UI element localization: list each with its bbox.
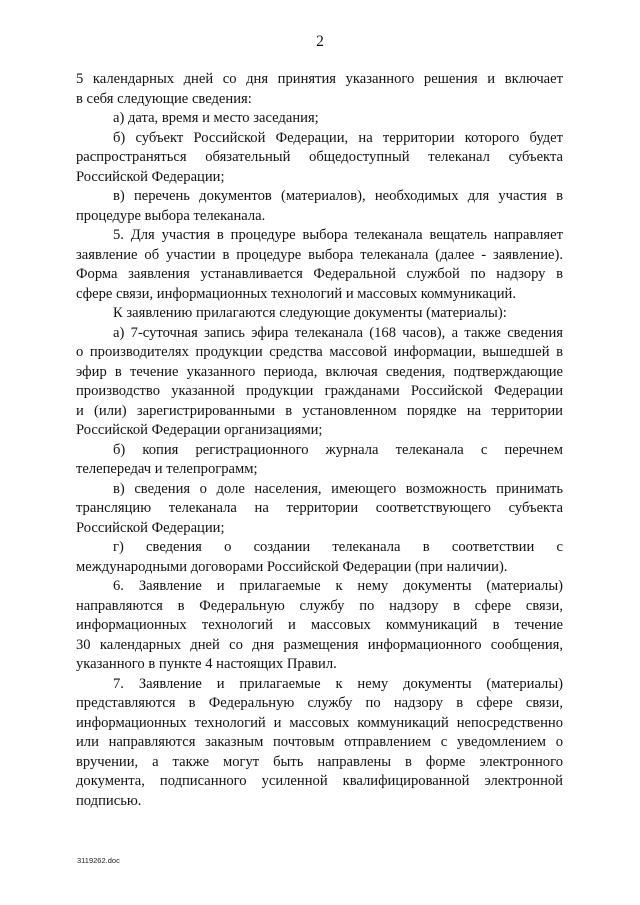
text-line: г) сведения о создании телеканала в соответствии с xyxy=(113,539,563,555)
text-line: производство указанной продукции гражданами Российской Федерации xyxy=(76,383,563,399)
paragraph-attachment-a xyxy=(76,324,563,441)
paragraph-7 xyxy=(76,675,563,812)
text-line: представляются в Федеральную службу по надзору в сфере связи, xyxy=(76,695,563,711)
text-line: документа, подписанного усиленной квалифицированной электронной xyxy=(76,773,563,789)
text-line: сфере связи, информационных технологий и массовых коммуникаций. xyxy=(76,285,516,302)
text-line: 5. Для участия в процедуре выбора телеканала вещатель направляет xyxy=(113,227,563,243)
document-body xyxy=(76,70,563,811)
text-line: Российской Федерации; xyxy=(76,519,225,536)
text-line: 5 календарных дней со дня принятия указанного решения и включает xyxy=(76,71,563,87)
text-line: указанного в пункте 4 настоящих Правил. xyxy=(76,656,337,672)
text-line: направляются в Федеральную службу по надзору в сфере связи, xyxy=(76,597,563,614)
text-line: в) перечень документов (материалов), необходимых для участия в xyxy=(113,188,563,204)
text-line: заявление об участии в процедуре выбора телеканала (далее - заявление). xyxy=(76,246,563,263)
text-line: или направляются заказным почтовым отправлением с уведомлением о xyxy=(76,734,563,750)
text-line: вручении, а также могут быть направлены в форме электронного xyxy=(76,753,563,770)
text-line: трансляцию телеканала на территории соответствующего субъекта xyxy=(76,500,563,516)
text-line: Российской Федерации организациями; xyxy=(76,422,323,438)
text-line: а) 7-суточная запись эфира телеканала (168 часов), а также сведения xyxy=(113,324,563,341)
text-line: К заявлению прилагаются следующие документы (материалы): xyxy=(113,305,507,321)
paragraph-continuation xyxy=(76,70,563,109)
text-line: международными договорами Российской Федерации (при наличии). xyxy=(76,558,508,575)
paragraph-attachment-g xyxy=(76,538,563,577)
text-line: информационных технологий и массовых коммуникаций непосредственно xyxy=(76,714,563,731)
text-line: в себя следующие сведения: xyxy=(76,90,252,107)
footer-file-code: 3119262.doc xyxy=(77,856,120,865)
text-line: информационных технологий и массовых коммуникаций в течение xyxy=(76,617,563,633)
text-line: эфир в течение указанного периода, включая сведения, подтверждающие xyxy=(76,363,563,380)
paragraph-attachment-v xyxy=(76,480,563,539)
text-line: и (или) зарегистрированными в установленном порядке на территории xyxy=(76,402,563,419)
paragraph-attachment-b xyxy=(76,441,563,480)
paragraph-5 xyxy=(76,226,563,304)
text-line: Российской Федерации; xyxy=(76,168,225,185)
text-line: б) субъект Российской Федерации, на территории которого будет xyxy=(113,129,563,146)
text-line: 6. Заявление и прилагаемые к нему документы (материалы) xyxy=(113,578,563,594)
text-line: процедуре выбора телеканала. xyxy=(76,207,266,224)
text-line: а) дата, время и место заседания; xyxy=(113,110,319,126)
text-line: Форма заявления устанавливается Федеральной службой по надзору в xyxy=(76,266,563,282)
page-number: 2 xyxy=(316,33,324,50)
paragraph-attachments-intro xyxy=(76,304,563,324)
paragraph-item-a xyxy=(76,109,563,129)
paragraph-item-v xyxy=(76,187,563,226)
text-line: подписью. xyxy=(76,792,142,809)
text-line: б) копия регистрационного журнала телеканала с перечнем xyxy=(113,441,563,458)
text-line: распространяться обязательный общедоступный телеканал субъекта xyxy=(76,149,563,165)
text-line: в) сведения о доле населения, имеющего возможность принимать xyxy=(113,480,563,497)
text-line: о производителях продукции средства массовой информации, вышедшей в xyxy=(76,344,563,360)
text-line: 30 календарных дней со дня размещения информационного сообщения, xyxy=(76,636,563,653)
text-line: телепередач и телепрограмм; xyxy=(76,461,258,477)
text-line: 7. Заявление и прилагаемые к нему документы (материалы) xyxy=(113,675,563,692)
paragraph-6 xyxy=(76,577,563,675)
paragraph-item-b xyxy=(76,129,563,188)
